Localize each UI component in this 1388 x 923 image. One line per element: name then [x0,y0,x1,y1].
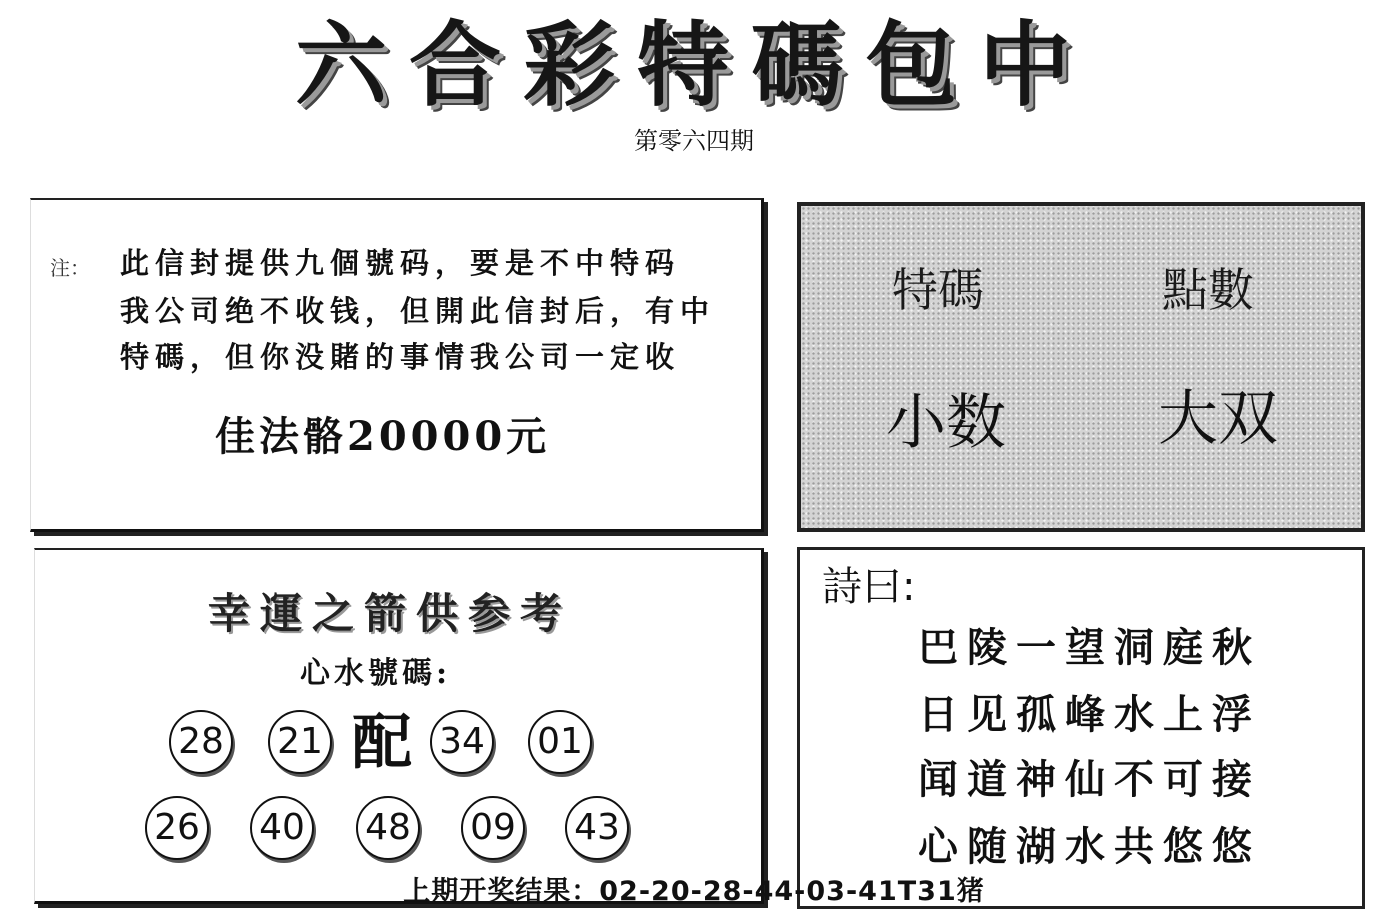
poem-line-2: 日见孤峰水上浮 [918,691,1261,738]
poem-label: 詩曰: [822,564,916,610]
poem-line-1: 巴陵一望洞庭秋 [918,624,1261,671]
note-label: 注： [50,256,90,280]
number-ball: 40 [250,796,314,860]
number-ball: 28 [169,710,233,774]
last-draw-result: 上期开奖结果：02-20-28-44-03-41T31猪 [403,876,985,907]
note-line-2: 我公司绝不收钱，但開此信封后，有中 [120,294,716,328]
number-ball: 34 [430,710,494,774]
number-ball: 48 [356,796,420,860]
number-ball: 26 [145,796,209,860]
issue-number: 第零六四期 [634,127,754,155]
prize-text: 佳法骼20000元 [215,413,551,460]
note-line-3: 特碼，但你没賭的事情我公司一定收 [120,340,681,374]
page-title: 六合彩特碼包中 [294,11,1093,119]
number-ball: 01 [528,710,592,774]
number-ball: 21 [268,710,332,774]
poem-line-4: 心随湖水共悠悠 [918,823,1261,870]
points-label: 點數 [1162,263,1254,317]
special-code-value: 小数 [886,388,1006,458]
note-line-1: 此信封提供九個號码，要是不中特码 [120,246,681,280]
pair-glyph: 配 [352,708,412,778]
lucky-subtitle: 心水號碼: [300,656,452,691]
lucky-title: 幸運之箭供参考 [207,589,572,638]
number-ball: 43 [565,796,629,860]
special-code-label: 特碼 [892,263,984,317]
stats-panel [797,202,1365,532]
number-ball: 09 [461,796,525,860]
points-value: 大双 [1158,384,1278,454]
poem-line-3: 闻道神仙不可接 [918,756,1261,803]
